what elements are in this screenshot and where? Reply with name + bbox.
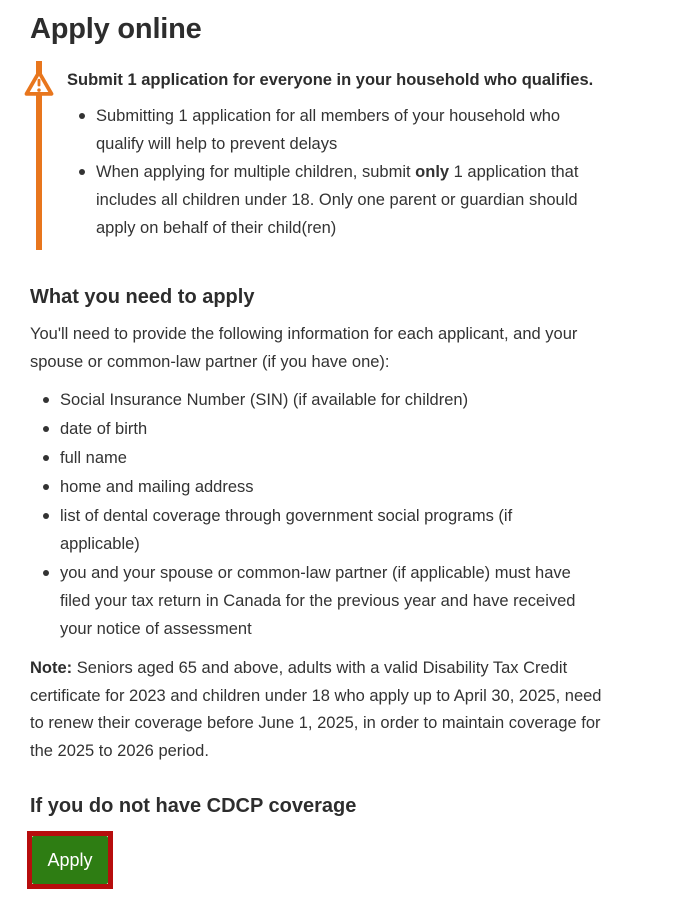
- req-item6-line1: you and your spouse or common-law partner (if applicable) must have: [60, 564, 571, 582]
- warning-lead-text: Submit 1 application for everyone in your household who qualifies.: [67, 71, 594, 89]
- req-item4: home and mailing address: [60, 478, 254, 496]
- req-item5-line1: list of dental coverage through government social programs (if: [60, 507, 513, 525]
- page-title: Apply online: [30, 13, 202, 45]
- list-item: [30, 502, 670, 558]
- req-item5-line2: applicable): [60, 535, 140, 553]
- req-item6-line2: filed your tax return in Canada for the previous year and have received: [60, 592, 576, 610]
- warning-bullet1-line2: qualify will help to prevent delays: [96, 135, 338, 153]
- section-heading-no-coverage: If you do not have CDCP coverage: [30, 795, 357, 817]
- req-item2: date of birth: [60, 420, 148, 438]
- req-item1: Social Insurance Number (SIN) (if available for children): [60, 391, 469, 409]
- note-line3: to renew their coverage before June 1, 2025, in order to maintain coverage for: [30, 714, 601, 732]
- list-item: [30, 444, 670, 472]
- note-line1: [30, 655, 670, 683]
- warning-triangle-icon: [24, 69, 54, 97]
- section-heading-what-you-need: What you need to apply: [30, 286, 255, 308]
- req-item3: full name: [60, 449, 127, 467]
- intro-line1: You'll need to provide the following information for each applicant, and your: [30, 325, 578, 343]
- intro-paragraph: [30, 320, 670, 376]
- warning-bullet2-line1: [96, 158, 670, 186]
- note-line2: certificate for 2023 and children under 18 who apply up to April 30, 2025, need: [30, 686, 602, 705]
- warning-bullet2-line1-post: 1 application that: [449, 163, 579, 181]
- list-item: [30, 473, 670, 501]
- note-line4: the 2025 to 2026 period.: [30, 741, 209, 760]
- req-item6-line3: your notice of assessment: [60, 620, 252, 638]
- warning-list: [67, 102, 670, 242]
- warning-bullet2-line1-pre: When applying for multiple children, submit: [96, 163, 416, 181]
- list-item: [67, 102, 670, 158]
- list-item: [67, 158, 670, 242]
- list-item: [30, 386, 670, 414]
- intro-line2: spouse or common-law partner (if you have one):: [30, 353, 390, 371]
- note-label: Note:: [30, 659, 73, 677]
- warning-bullet1-line1: Submitting 1 application for all members of your household who: [96, 107, 561, 125]
- warning-bullet2-line1-bold: only: [415, 163, 450, 181]
- requirements-list: [30, 386, 670, 643]
- note-line1-rest: Seniors aged 65 and above, adults with a valid Disability Tax Credit: [72, 659, 568, 677]
- list-item: [30, 415, 670, 443]
- note-paragraph: [30, 655, 670, 765]
- apply-button[interactable]: Apply: [32, 836, 108, 884]
- warning-bullet2-line2: includes all children under 18. Only one parent or guardian should: [96, 191, 578, 209]
- list-item: [30, 559, 670, 643]
- annotation-highlight-box: [27, 831, 113, 889]
- warning-bullet2-line3: apply on behalf of their child(ren): [96, 219, 337, 237]
- warning-alert: [36, 61, 670, 250]
